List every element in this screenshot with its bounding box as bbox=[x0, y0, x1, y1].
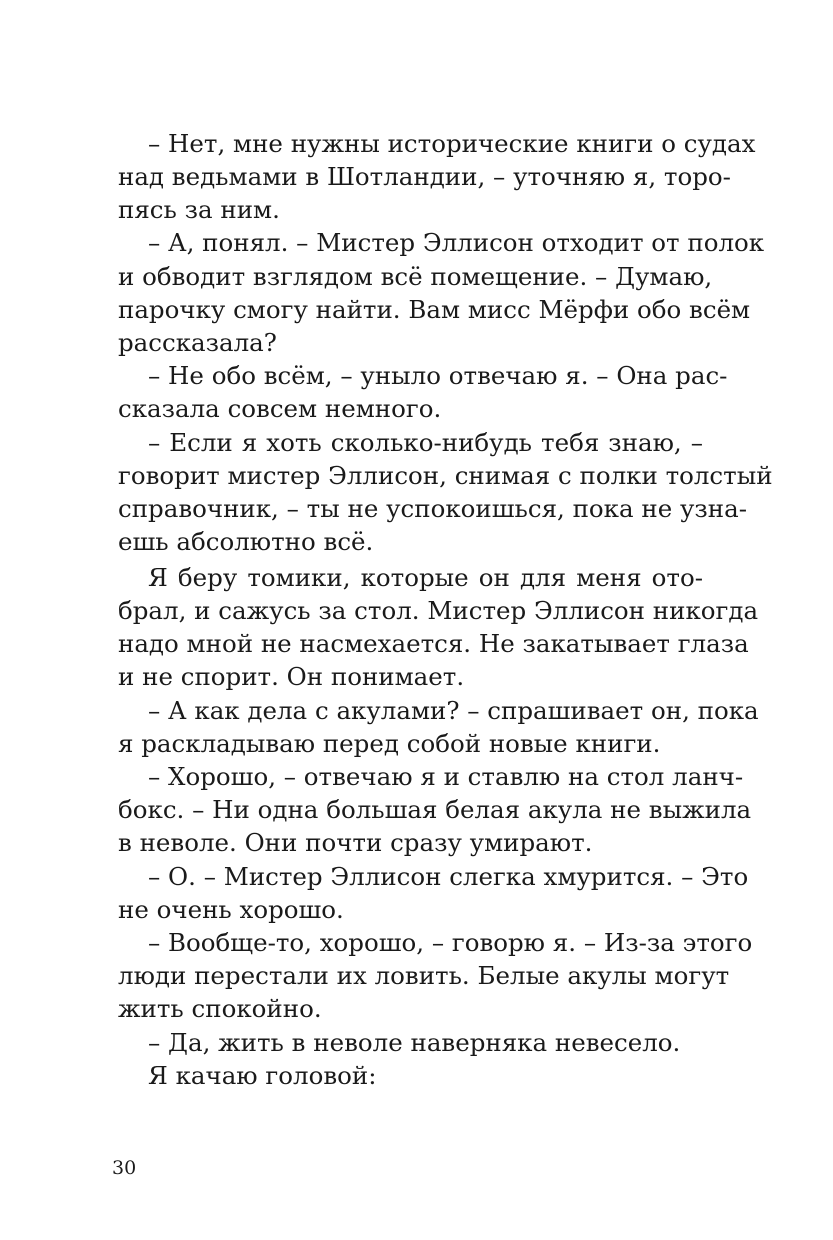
text-line: – Не обо всём, – уныло отвечаю я. – Она рас- bbox=[148, 361, 728, 390]
text-line: над ведьмами в Шотландии, – уточняю я, торо- bbox=[118, 162, 731, 191]
text-line: ешь абсолютно всё. bbox=[118, 527, 374, 556]
text-line: – О. – Мистер Эллисон слегка хмурится. – Это bbox=[148, 862, 749, 891]
text-line: сказала совсем немного. bbox=[118, 394, 442, 423]
text-line: парочку смогу найти. Вам мисс Мёрфи обо всём bbox=[118, 295, 751, 324]
text-line: – Да, жить в неволе наверняка невесело. bbox=[148, 1028, 681, 1057]
text-line: бокс. – Ни одна большая белая акула не выжила bbox=[118, 795, 752, 824]
text-line: говорит мистер Эллисон, снимая с полки толстый bbox=[118, 461, 773, 490]
text-line: в неволе. Они почти сразу умирают. bbox=[118, 828, 593, 857]
text-line: – А как дела с акулами? – спрашивает он, пока bbox=[148, 696, 759, 725]
text-line: пясь за ним. bbox=[118, 195, 280, 224]
text-line: и не спорит. Он понимает. bbox=[118, 662, 465, 691]
page-number: 30 bbox=[112, 1157, 137, 1179]
text-line: люди перестали их ловить. Белые акулы могут bbox=[118, 961, 730, 990]
text-line: я раскладываю перед собой новые книги. bbox=[118, 729, 661, 758]
text-line: жить спокойно. bbox=[118, 994, 322, 1023]
text-line: не очень хорошо. bbox=[118, 895, 344, 924]
text-line: Я качаю головой: bbox=[148, 1061, 377, 1090]
text-line: надо мной не насмехается. Не закатывает глаза bbox=[118, 629, 749, 658]
text-line: справочник, – ты не успокоишься, пока не узна- bbox=[118, 494, 747, 523]
text-line: – А, понял. – Мистер Эллисон отходит от полок bbox=[148, 228, 765, 257]
text-line: брал, и сажусь за стол. Мистер Эллисон никогда bbox=[118, 596, 759, 625]
text-line: и обводит взглядом всё помещение. – Думаю, bbox=[118, 262, 713, 291]
text-line: – Нет, мне нужны исторические книги о судах bbox=[148, 129, 756, 158]
text-line: – Если я хоть сколько-нибудь тебя знаю, – bbox=[148, 428, 703, 457]
text-line: – Хорошо, – отвечаю я и ставлю на стол ланч- bbox=[148, 762, 744, 791]
text-line: – Вообще-то, хорошо, – говорю я. – Из-за этого bbox=[148, 928, 753, 957]
text-line: рассказала? bbox=[118, 328, 277, 357]
text-line: Я беру томики, которые он для меня ото- bbox=[148, 563, 703, 592]
